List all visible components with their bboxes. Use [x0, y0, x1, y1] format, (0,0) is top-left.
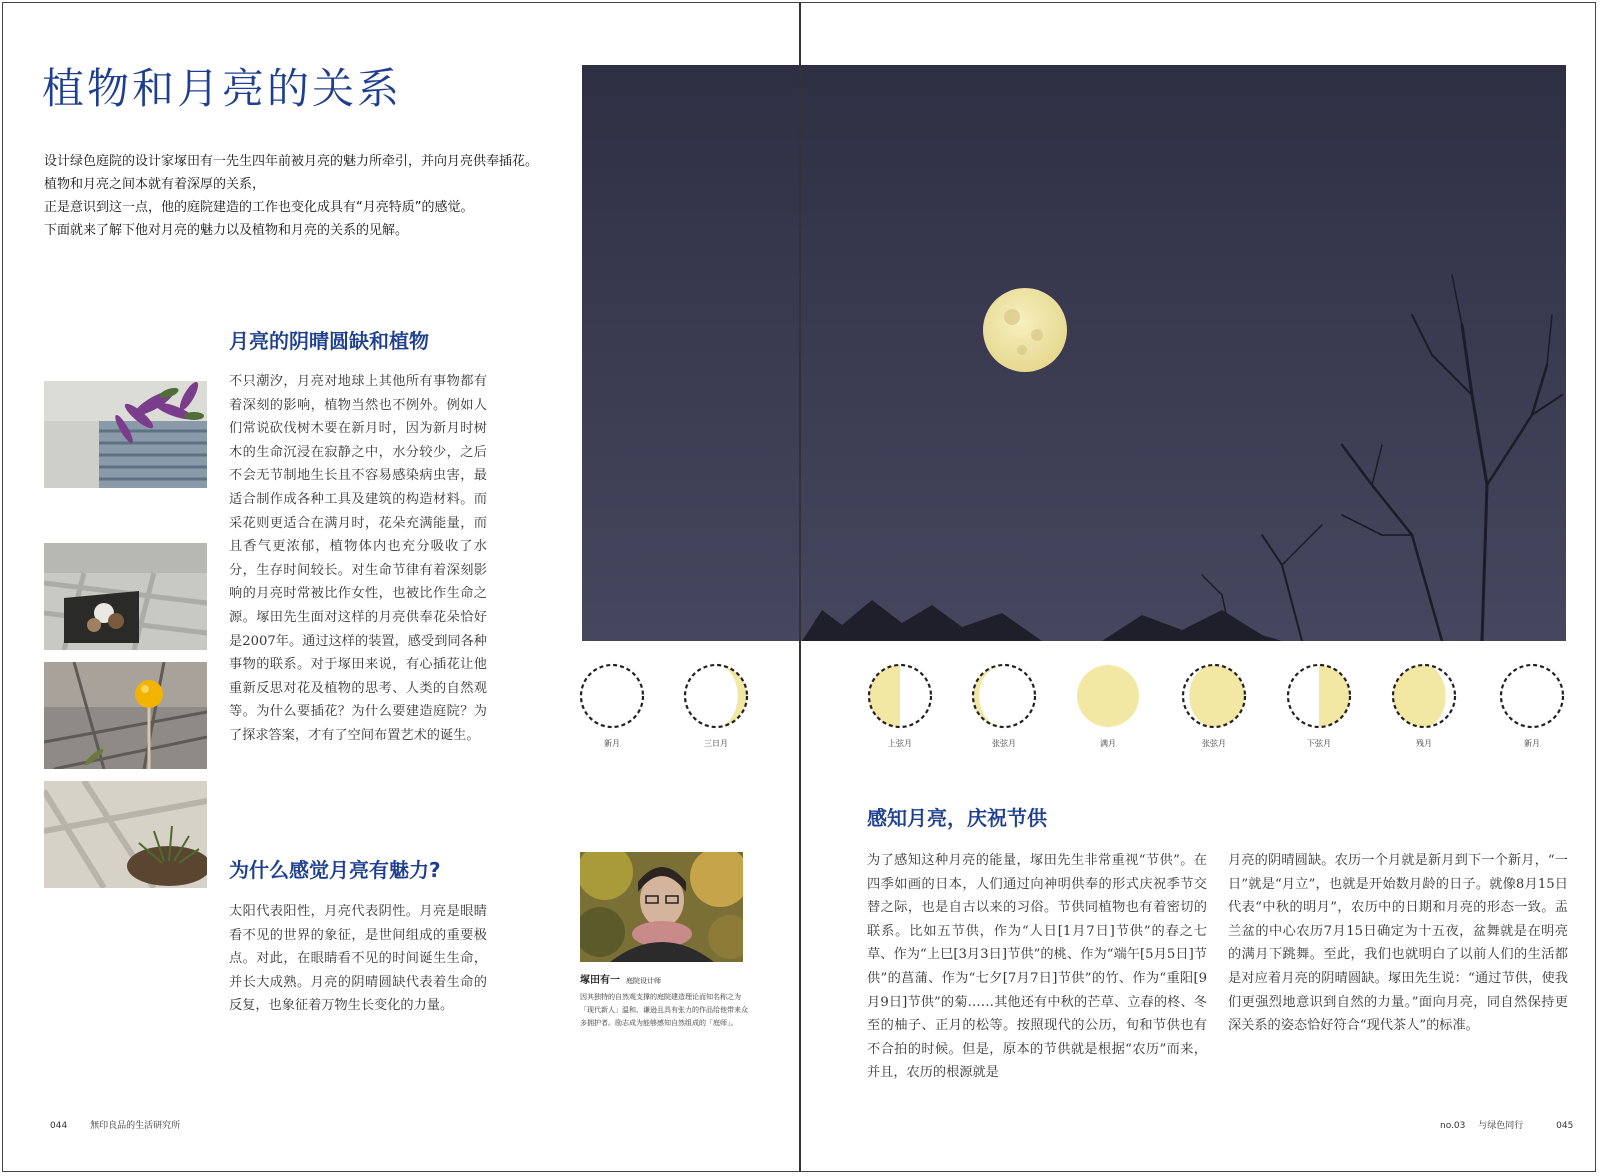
person-description: 因其独特的自然观支撑的庭院建造理论而知名称之为「现代新人」温和、谦逊且具有张力的作品给他带来众多拥护者。励志成为能够感知自然组成的「庭师」。: [580, 993, 748, 1027]
moon-phase-label: 下弦月: [1307, 739, 1331, 748]
moon-phase-5: [1162, 662, 1266, 762]
moon-phase-label: 满月: [1100, 739, 1116, 748]
section-body-why-charming: 太阳代表阳性，月亮代表阴性。月亮是眼睛看不见的世界的象征，是世间组成的重要极点。对此，在眼睛看不见的时间诞生生命，并长大成熟。月亮的阴晴圆缺代表着生命的反复，也象征着万物生长变化的力量。: [229, 904, 487, 1014]
portrait-photo: [580, 852, 743, 962]
moon-phase-8: [1480, 662, 1584, 762]
moon-phase-label: 张弦月: [992, 739, 1016, 748]
moon-phase-icon: [682, 662, 750, 730]
footer-column-title: 与绿色同行: [1478, 1121, 1524, 1131]
moon-phase-3: [952, 662, 1056, 762]
moon-phase-icon: [1285, 662, 1353, 730]
moon-phase-1: [664, 662, 768, 762]
moon-phase-icon: [970, 662, 1038, 730]
moon-phase-icon: [1074, 662, 1142, 730]
moon-phase-6: [1267, 662, 1371, 762]
person-role: 庭院设计师: [626, 977, 661, 985]
photo-yellow-fruit-stand: [44, 662, 207, 769]
page-number-right: 045: [1556, 1121, 1574, 1131]
photo-grass-on-pavement: [44, 781, 207, 888]
full-moon-photo: [582, 65, 1566, 641]
intro-text: [44, 150, 584, 242]
moon-phase-label: 残月: [1416, 739, 1432, 748]
moon-phase-icon: [1180, 662, 1248, 730]
footer-issue: no.03: [1440, 1121, 1466, 1131]
section-body-festival-col2: 月亮的阴晴圆缺。农历一个月就是新月到下一个新月，“一日”就是“月立”，也就是开始数月龄的日子。就像8月15日代表“中秋的明月”，农历中的日期和月亮的形态一致。盂兰盆的中心农历7月15日确定为十五夜，盆舞就是在明亮的满月下跳舞。至此，我们也就明白了以前人们的生活都是对应着月亮的阴晴圆缺。塚田先生说：“通过节供，使我们更强烈地意识到自然的力量。”面向月亮，同自然保持更深关系的姿态恰好符合“现代茶人”的标准。: [1228, 853, 1568, 1034]
section-body-moon-phases: 不只潮汐，月亮对地球上其他所有事物都有着深刻的影响，植物当然也不例外。例如人们常说砍伐树木要在新月时，因为新月时树木的生命沉浸在寂静之中，水分较少，之后不会无节制地生长且不容易感染病虫害，最适合制作成各种工具及建筑的构造材料。而采花则更适合在满月时，花朵充满能量，而且香气更浓郁，植物体内也充分吸收了水分，生存时间较长。对生命节律有着深刻影响的月亮时常被比作女性，也被比作生命之源。塚田先生面对这样的月亮供奉花朵恰好是2007年。通过这样的装置，感受到同各种事物的联系。对于塚田来说，有心插花让他重新反思对花及植物的思考、人类的自然观等。为什么要插花？为什么要建造庭院？为了探求答案，才有了空间布置艺术的诞生。: [229, 374, 487, 743]
page-number-left: 044: [50, 1121, 68, 1131]
intro-line: 设计绿色庭院的设计家塚田有一先生四年前被月亮的魅力所牵引，并向月亮供奉插花。: [44, 154, 539, 169]
moon-phase-label: 新月: [604, 739, 620, 748]
moon-phase-icon: [1498, 662, 1566, 730]
section-heading-moon-phases: 月亮的阴晴圆缺和植物: [229, 329, 429, 353]
moon-phase-label: 三日月: [704, 739, 728, 748]
section-heading-why-charming: 为什么感觉月亮有魅力?: [229, 858, 441, 882]
caption-header: [580, 968, 748, 987]
moon-phase-label: 新月: [1524, 739, 1540, 748]
intro-line: 下面就来了解下他对月亮的魅力以及植物和月亮的关系的见解。: [44, 223, 409, 238]
intro-line: 植物和月亮之间本就有着深厚的关系，: [44, 177, 266, 192]
moon-phase-7: [1372, 662, 1476, 762]
moon-phase-label: 上弦月: [888, 739, 912, 748]
moon-phase-icon: [866, 662, 934, 730]
portrait-caption: [580, 968, 748, 1030]
footer-right: [1440, 1118, 1573, 1131]
section-heading-festival: 感知月亮，庆祝节供: [867, 806, 1047, 830]
moon-phase-label: 张弦月: [1202, 739, 1226, 748]
person-name: 塚田有一: [580, 975, 620, 986]
photo-purple-plant-on-pallet: [44, 381, 207, 488]
footer-publication: 無印良品的生活研究所: [90, 1121, 181, 1131]
footer-left: [50, 1118, 180, 1131]
page-title: 植物和月亮的关系: [42, 64, 403, 113]
photo-garden-shadows-box: [44, 543, 207, 650]
moon-phase-icon: [1390, 662, 1458, 730]
moon-phase-2: [848, 662, 952, 762]
moon-phase-0: [560, 662, 664, 762]
moon-phase-icon: [578, 662, 646, 730]
moon-phase-4: [1056, 662, 1160, 762]
spine-divider: [799, 2, 801, 1172]
section-body-festival-col1: 为了感知这种月亮的能量，塚田先生非常重视“节供”。在四季如画的日本，人们通过向神明供奉的形式庆祝季节交替之际，也是自古以来的习俗。节供同植物也有着密切的联系。比如五节供，作为“人日[1月7日]节供”的春之七草、作为“上巳[3月3日]节供”的桃、作为“端午[5月5日]节供”的菖蒲、作为“七夕[7月7日]节供”的竹、作为“重阳[9月9日]节供”的菊……其他还有中秋的芒草、立春的柊、冬至的柚子、正月的松等。按照现代的公历，旬和节供也有不合拍的时候。但是，原本的节供就是根据“农历”而来，并且，农历的根源就是: [867, 853, 1207, 1081]
intro-line: 正是意识到这一点，他的庭院建造的工作也变化成具有“月亮特质”的感觉。: [44, 200, 474, 215]
